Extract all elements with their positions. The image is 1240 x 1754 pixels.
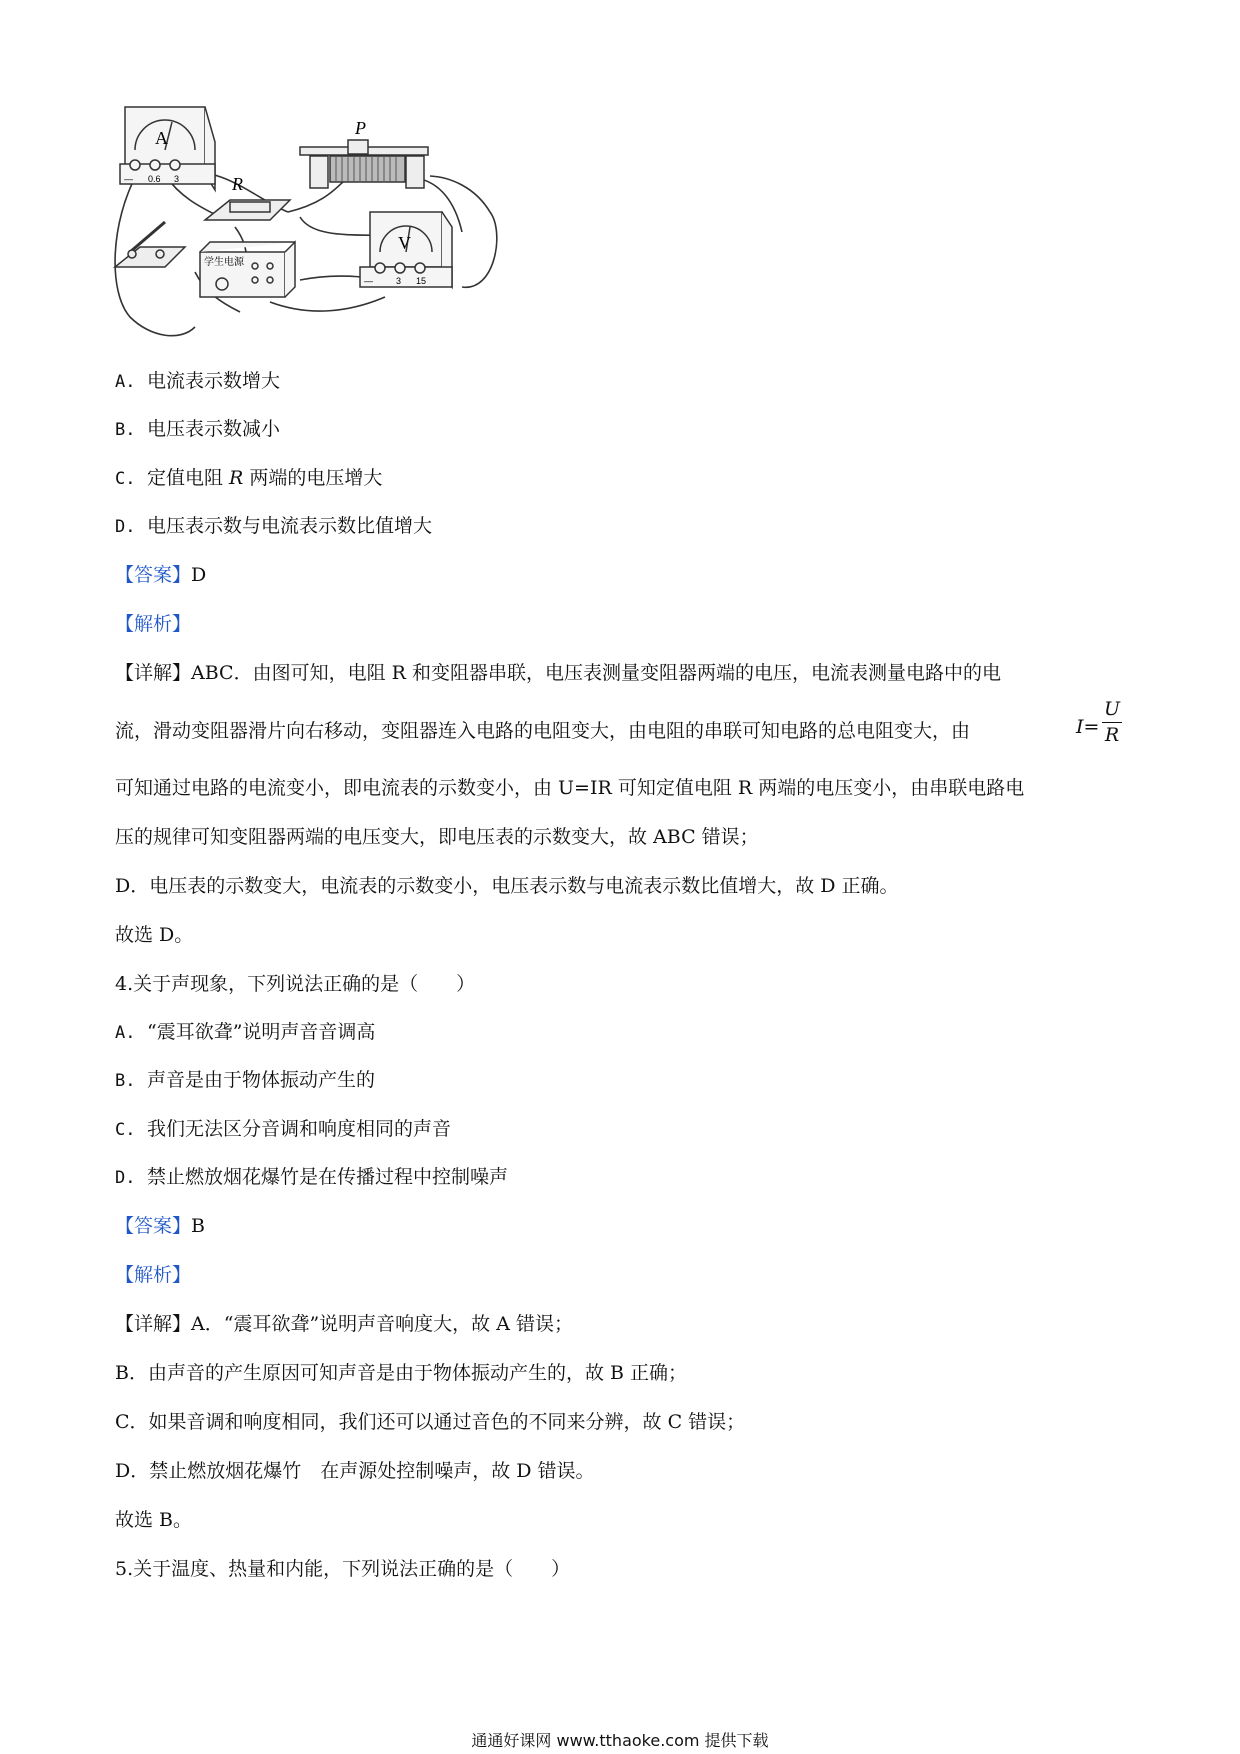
- detail-text: ABC．由图可知，电阻 R 和变阻器串联，电压表测量变阻器两端的电压，电流表测量电路中的电: [191, 662, 1001, 684]
- answer-value: B: [191, 1215, 205, 1237]
- slider-label: P: [355, 118, 366, 138]
- voltmeter-scale-15: 15: [416, 276, 427, 286]
- switch: [115, 222, 185, 267]
- power-supply: [200, 242, 295, 297]
- resistor-label: R: [232, 174, 243, 194]
- q4-option-d: [115, 1162, 508, 1189]
- q3-option-a: [115, 366, 280, 393]
- option-variable: R: [229, 467, 244, 489]
- option-key: B.: [115, 1071, 136, 1091]
- q4-option-b: [115, 1065, 375, 1092]
- detail-text: 可知通过电路的电流变小，即电流表的示数变小，由 U=IR 可知定值电阻 R 两端的电压变小，由串联电路电: [115, 777, 1025, 799]
- page-footer: 通通好课网 www.tthaoke.com 提供下载: [471, 1731, 769, 1750]
- q4-detail-line-1: [115, 1309, 573, 1336]
- option-text-post: 两端的电压增大: [243, 467, 383, 489]
- detail-text: C．如果音调和响度相同，我们还可以通过音色的不同来分辨，故 C 错误；: [115, 1411, 746, 1433]
- ammeter-scale-06: 0.6: [148, 174, 161, 184]
- q4-option-c: [115, 1114, 451, 1141]
- q3-detail-line-5: [115, 871, 899, 898]
- detail-text: A．“震耳欲聋”说明声音响度大，故 A 错误；: [191, 1313, 573, 1335]
- option-text: 禁止燃放烟花爆竹是在传播过程中控制噪声: [147, 1166, 509, 1188]
- option-text-pre: 定值电阻: [147, 467, 230, 489]
- q4-detail-line-2: [115, 1358, 687, 1385]
- ammeter-label: A: [155, 128, 168, 148]
- option-key: D.: [115, 1168, 136, 1188]
- analysis-tag: 【解析】: [115, 1264, 192, 1286]
- detail-text: 压的规律可知变阻器两端的电压变大，即电压表的示数变大，故 ABC 错误；: [115, 826, 759, 848]
- formula-fraction: [1102, 700, 1122, 745]
- q3-detail-line-2: [115, 716, 970, 743]
- option-text: 我们无法区分音调和响度相同的声音: [147, 1118, 452, 1140]
- option-text: 声音是由于物体振动产生的: [147, 1069, 376, 1091]
- q5-stem: [115, 1554, 570, 1581]
- detail-tag: 【详解】: [115, 662, 192, 684]
- option-text: 电流表示数增大: [147, 370, 281, 392]
- detail-text: D．禁止燃放烟花爆竹 在声源处控制噪声，故 D 错误。: [115, 1460, 595, 1482]
- q3-detail-line-1: [115, 658, 1001, 685]
- q3-detail-line-3: [115, 773, 1024, 800]
- option-key: B.: [115, 420, 136, 440]
- q4-detail-line-4: [115, 1456, 595, 1483]
- option-text: “震耳欲聋”说明声音音调高: [147, 1021, 376, 1043]
- answer-value: D: [191, 564, 207, 586]
- q3-option-b: [115, 414, 280, 441]
- option-text: 电压表示数与电流表示数比值增大: [147, 515, 433, 537]
- analysis-tag: 【解析】: [115, 613, 192, 635]
- formula-denominator: R: [1104, 724, 1120, 746]
- circuit-diagram: [110, 102, 510, 350]
- q3-answer: [115, 560, 206, 587]
- q3-conclusion: [115, 920, 193, 947]
- q4-conclusion: [115, 1505, 192, 1532]
- rheostat: [300, 140, 428, 188]
- option-key: D.: [115, 517, 136, 537]
- conclusion-text: 故选 B。: [115, 1509, 193, 1531]
- question-stem: 5.关于温度、热量和内能，下列说法正确的是（ ）: [115, 1558, 571, 1580]
- voltmeter-scale-neg: —: [364, 276, 373, 286]
- option-text: 电压表示数减小: [147, 418, 281, 440]
- voltmeter-scale-3: 3: [396, 276, 402, 286]
- q4-option-a: [115, 1017, 375, 1044]
- resistor: [205, 200, 290, 220]
- question-stem: 4.关于声现象，下列说法正确的是（ ）: [115, 973, 476, 995]
- detail-text: D．电压表的示数变大，电流表的示数变小，电压表示数与电流表示数比值增大，故 D 正确。: [115, 875, 899, 897]
- q4-answer: [115, 1211, 205, 1238]
- q4-analysis-tag: [115, 1260, 191, 1287]
- q3-analysis-tag: [115, 609, 191, 636]
- formula-lhs: I=: [1076, 716, 1100, 738]
- q3-detail-line-4: [115, 822, 759, 849]
- q3-option-d: [115, 511, 432, 538]
- detail-tag: 【详解】: [115, 1313, 192, 1335]
- detail-text: 流，滑动变阻器滑片向右移动，变阻器连入电路的电阻变大，由电阻的串联可知电路的总电阻变大，由: [115, 720, 971, 742]
- formula-numerator: U: [1102, 700, 1122, 723]
- ammeter-scale-neg: —: [124, 174, 133, 184]
- option-key: C.: [115, 1120, 136, 1140]
- detail-text: B．由声音的产生原因可知声音是由于物体振动产生的，故 B 正确；: [115, 1362, 688, 1384]
- answer-tag: 【答案】: [115, 1215, 192, 1237]
- power-supply-label: 学生电源: [204, 257, 244, 268]
- ammeter-scale-3: 3: [174, 174, 180, 184]
- q4-stem: [115, 969, 475, 996]
- q3-option-c: [115, 463, 382, 490]
- conclusion-text: 故选 D。: [115, 924, 194, 946]
- option-key: A.: [115, 1023, 136, 1043]
- ammeter: [120, 107, 215, 190]
- option-key: A.: [115, 372, 136, 392]
- option-key: C.: [115, 469, 136, 489]
- q4-detail-line-3: [115, 1407, 745, 1434]
- answer-tag: 【答案】: [115, 564, 192, 586]
- voltmeter-label: V: [398, 233, 411, 253]
